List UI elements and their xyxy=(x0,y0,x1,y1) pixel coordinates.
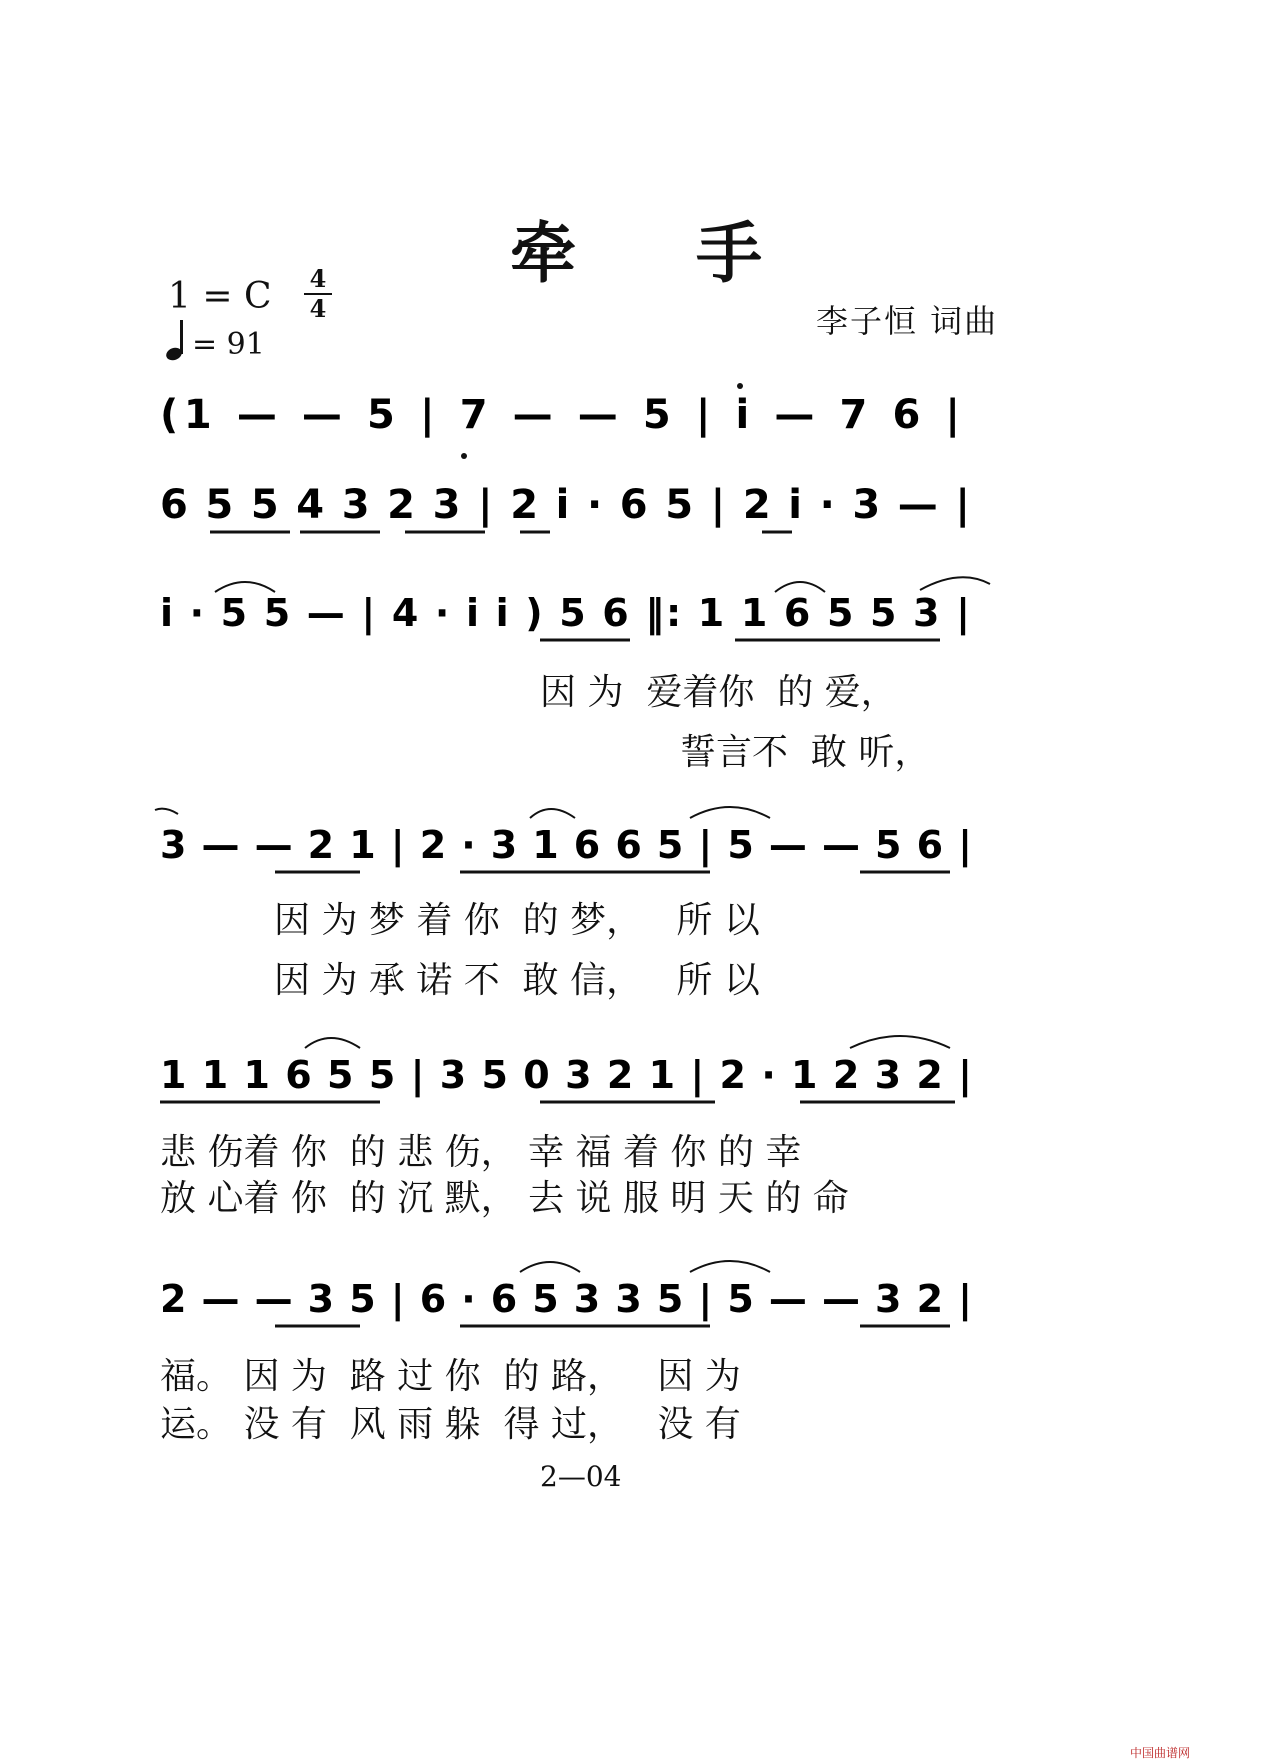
score-row-4-svg xyxy=(0,790,1272,900)
page-number: 2—04 xyxy=(540,1460,622,1493)
score-row-5 xyxy=(0,1022,1272,1132)
lyric-row-3-verse-1: 因 为 爱着你 的 爱， xyxy=(540,672,897,713)
slur xyxy=(520,1262,580,1272)
time-signature-top: 4 xyxy=(309,264,327,293)
score-row-4-text: 3 — — 2 1 | 2 · 3 1 6 6 5 | 5 — — 5 6 | xyxy=(160,823,972,867)
lyric-row-4-verse-1: 因 为 梦 着 你 的 梦， 所 以 xyxy=(274,900,760,941)
tie xyxy=(155,809,178,814)
lyric-row-6-verse-2: 运。 没 有 风 雨 躲 得 过， 没 有 xyxy=(160,1404,741,1445)
title-char-2: 手 xyxy=(696,215,762,292)
footer-watermark: 中国曲谱网 xyxy=(1130,1746,1191,1760)
score-row-6-svg xyxy=(0,1246,1272,1356)
score-row-3-text: i · 5 5 — | 4 · i i ) 5 6 ‖: 1 1 6 5 5 3 | xyxy=(160,591,970,635)
score-row-1-text: (1 — — 5 | 7 — — 5 | i — 7 6 | xyxy=(160,392,960,438)
quarter-note-icon xyxy=(164,318,192,362)
octave-dot xyxy=(461,453,467,459)
slur xyxy=(530,809,575,818)
slur xyxy=(690,807,770,818)
octave-dot xyxy=(737,383,743,389)
slur xyxy=(850,1036,950,1048)
score-row-5-svg xyxy=(0,1022,1272,1132)
lyric-row-4-verse-2: 因 为 承 诺 不 敢 信， 所 以 xyxy=(274,960,760,1001)
slur xyxy=(305,1038,360,1048)
score-row-6-text: 2 — — 3 5 | 6 · 6 5 3 3 5 | 5 — — 3 2 | xyxy=(160,1277,972,1321)
score-row-4 xyxy=(0,790,1272,900)
slur xyxy=(690,1261,770,1272)
score-row-2 xyxy=(0,460,1272,570)
score-row-5-text: 1 1 1 6 5 5 | 3 5 0 3 2 1 | 2 · 1 2 3 2 | xyxy=(160,1053,972,1097)
key-signature: 1 = C xyxy=(168,276,272,317)
score-row-6 xyxy=(0,1246,1272,1356)
lyric-row-5-verse-1: 悲 伤着 你 的 悲 伤， 幸 福 着 你 的 幸 xyxy=(160,1132,802,1173)
lyric-row-5-verse-2: 放 心着 你 的 沉 默， 去 说 服 明 天 的 命 xyxy=(160,1178,849,1219)
time-signature-bottom: 4 xyxy=(309,294,327,323)
composer-credit: 李子恒 词曲 xyxy=(816,302,999,340)
score-row-2-svg xyxy=(0,460,1272,570)
title-char-1: 牵 xyxy=(510,215,576,292)
time-signature xyxy=(304,266,332,322)
lyric-row-3-verse-2: 誓言不 敢 听， xyxy=(680,732,931,773)
score-row-2-text: 6 5 5 4 3 2 3 | 2 i · 6 5 | 2 i · 3 — | xyxy=(160,482,970,528)
lyric-row-6-verse-1: 福。 因 为 路 过 你 的 路， 因 为 xyxy=(160,1356,741,1397)
tempo-marking xyxy=(164,318,265,362)
tempo-value: = 91 xyxy=(192,327,265,362)
slur xyxy=(920,577,990,590)
